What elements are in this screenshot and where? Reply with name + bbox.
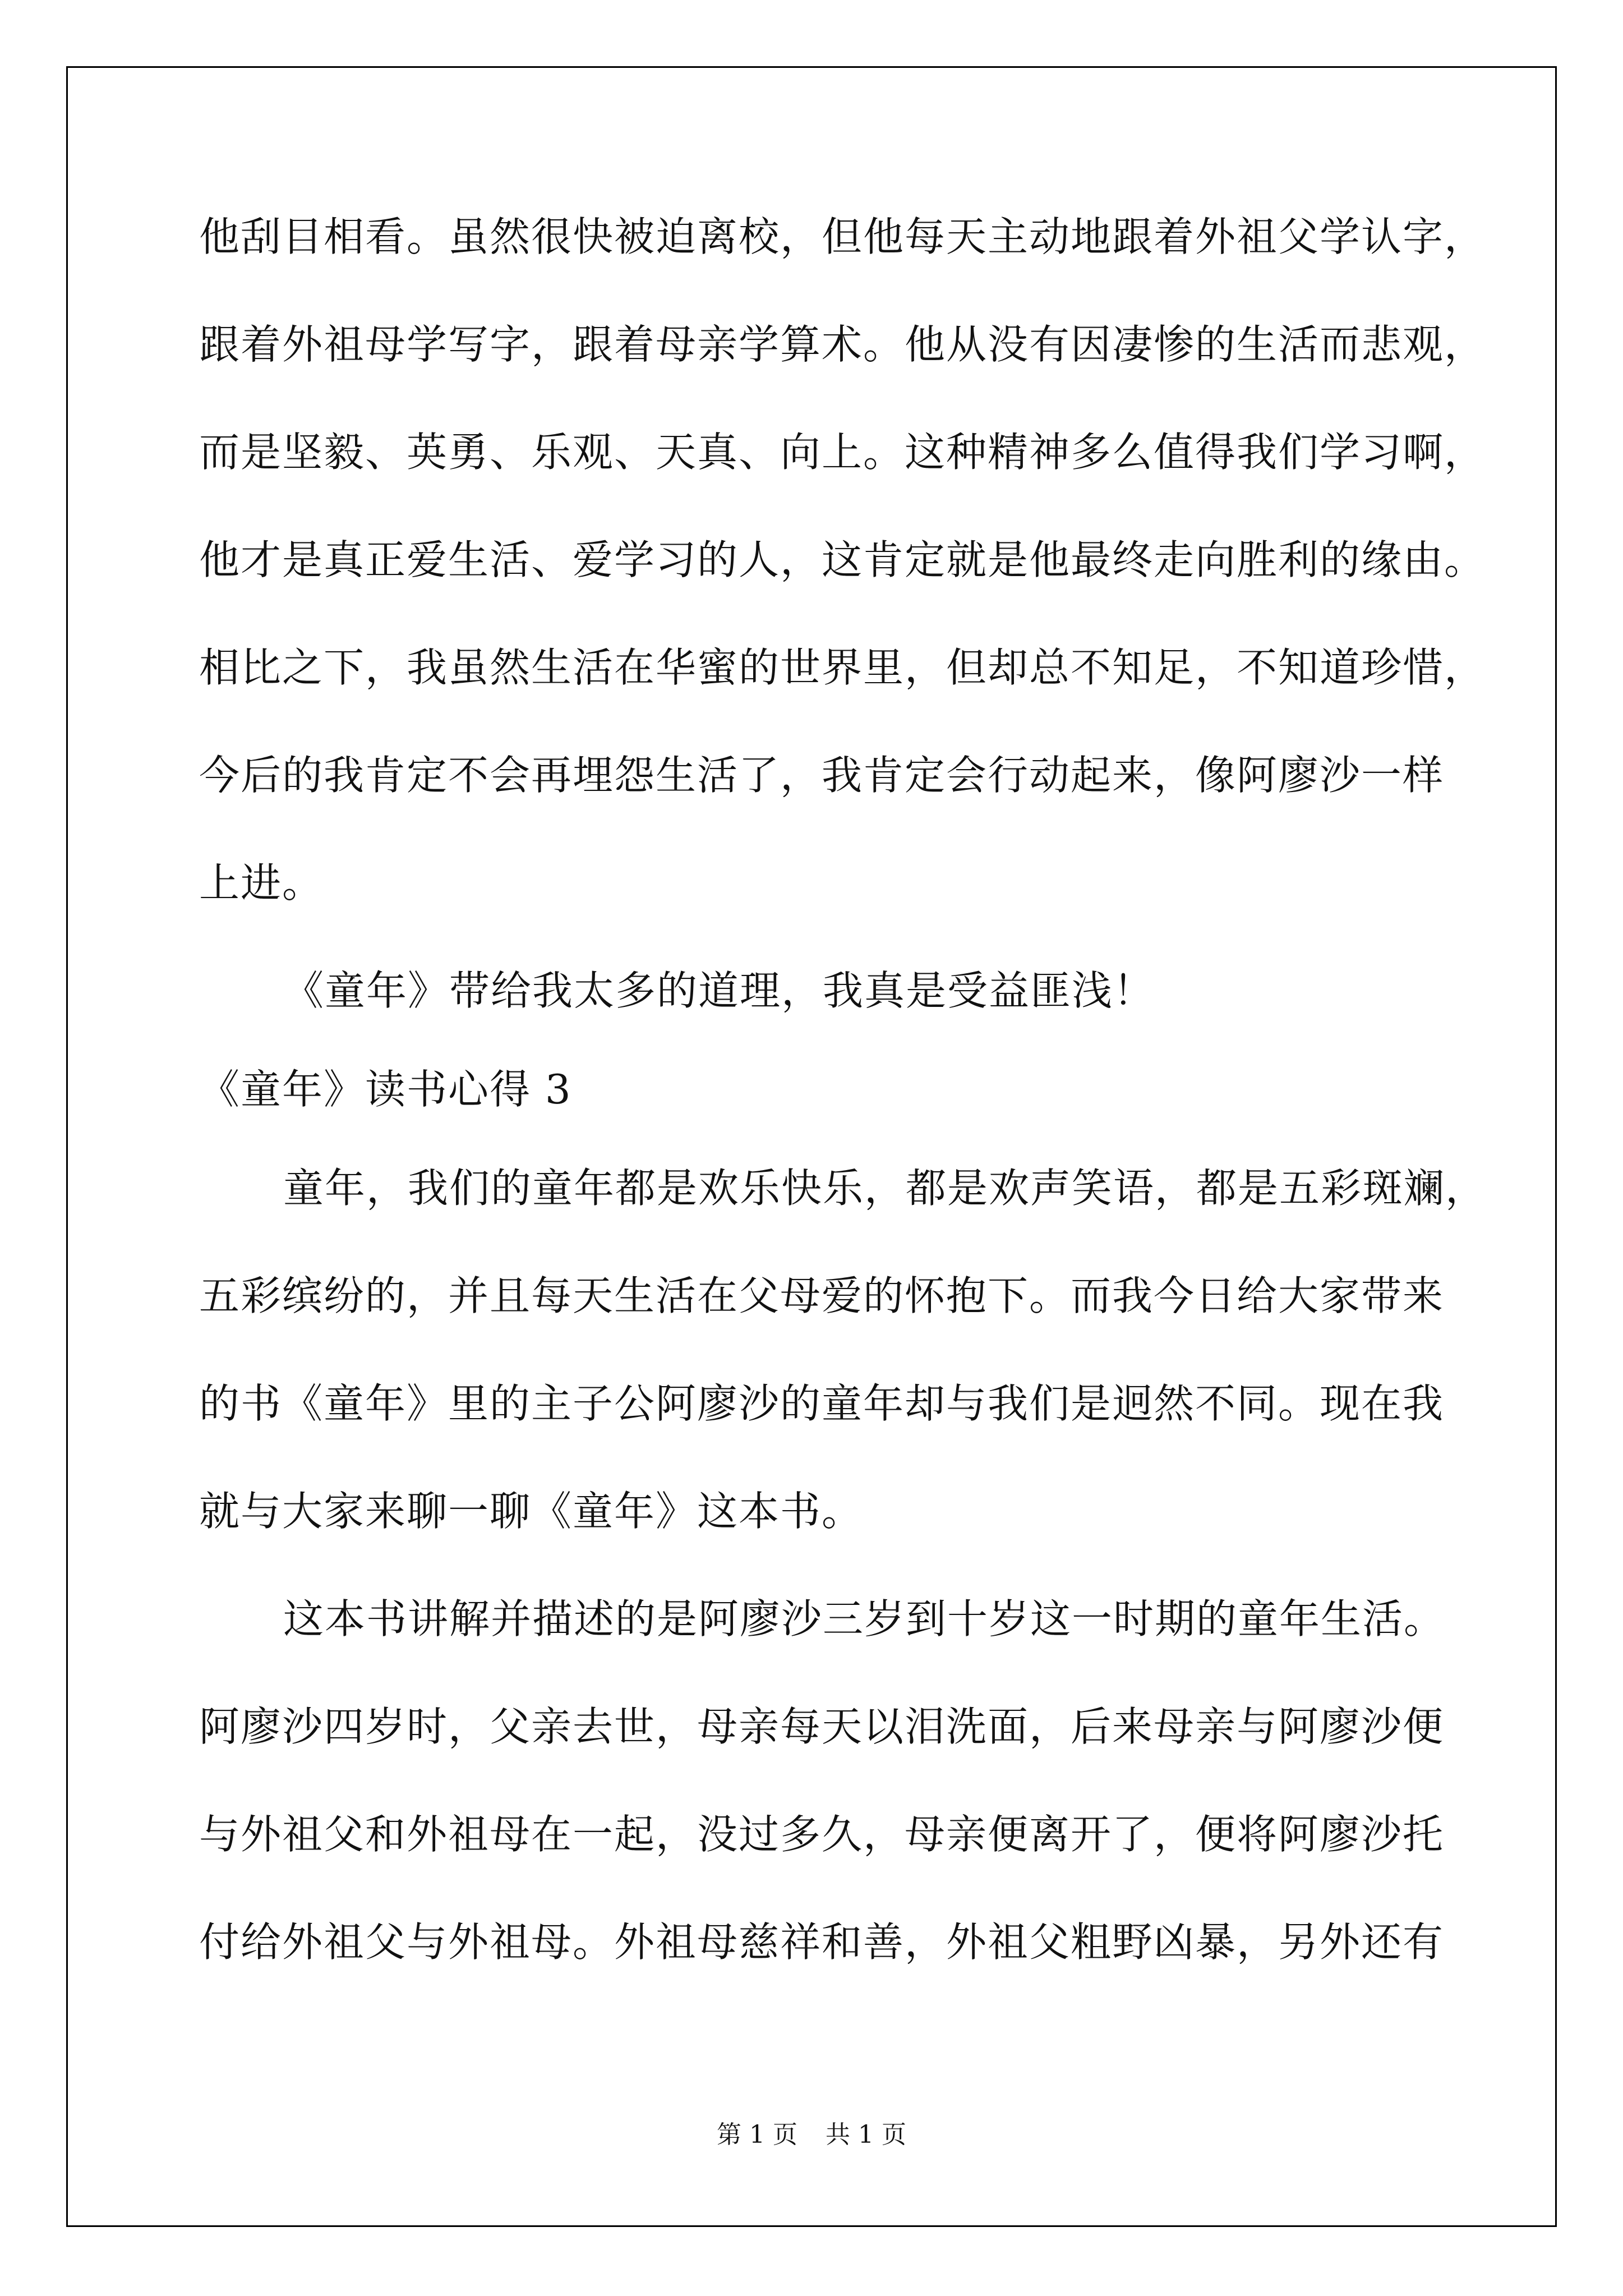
page-number: 第 1 页	[717, 2120, 797, 2149]
text-line: 相比之下，我虽然生活在华蜜的世界里，但却总不知足，不知道珍惜，	[199, 644, 1486, 691]
text-line: 阿廖沙四岁时，父亲去世，母亲每天以泪洗面，后来母亲与阿廖沙便	[199, 1703, 1445, 1750]
page-border	[66, 66, 1557, 2227]
text-line: 今后的我肯定不会再埋怨生活了，我肯定会行动起来，像阿廖沙一样	[199, 752, 1445, 799]
text-line: 就与大家来聊一聊《童年》这本书。	[199, 1488, 864, 1535]
text-line: 跟着外祖母学写字，跟着母亲学算术。他从没有因凄惨的生活而悲观，	[199, 321, 1486, 368]
text-line: 与外祖父和外祖母在一起，没过多久，母亲便离开了，便将阿廖沙托	[199, 1811, 1445, 1858]
page-total: 共 1 页	[826, 2120, 906, 2149]
text-line: 这本书讲解并描述的是阿廖沙三岁到十岁这一时期的童年生活。	[283, 1595, 1446, 1642]
text-line: 上进。	[199, 859, 324, 907]
text-line: 五彩缤纷的，并且每天生活在父母爱的怀抱下。而我今日给大家带来	[199, 1272, 1445, 1319]
text-line: 他刮目相看。虽然很快被迫离校，但他每天主动地跟着外祖父学认字，	[199, 213, 1486, 260]
page-footer	[0, 2118, 1623, 2152]
text-line: 童年，我们的童年都是欢乐快乐，都是欢声笑语，都是五彩斑斓，	[283, 1165, 1487, 1212]
text-line: 《童年》带给我太多的道理，我真是受益匪浅！	[283, 967, 1155, 1014]
text-line: 付给外祖父与外祖母。外祖母慈祥和善，外祖父粗野凶暴，另外还有	[199, 1918, 1445, 1966]
text-line: 他才是真正爱生活、爱学习的人，这肯定就是他最终走向胜利的缘由。	[199, 536, 1486, 583]
section-heading: 《童年》读书心得 3	[199, 1066, 572, 1113]
text-line: 的书《童年》里的主子公阿廖沙的童年却与我们是迥然不同。现在我	[199, 1380, 1445, 1427]
text-line: 而是坚毅、英勇、乐观、天真、向上。这种精神多么值得我们学习啊，	[199, 429, 1486, 476]
